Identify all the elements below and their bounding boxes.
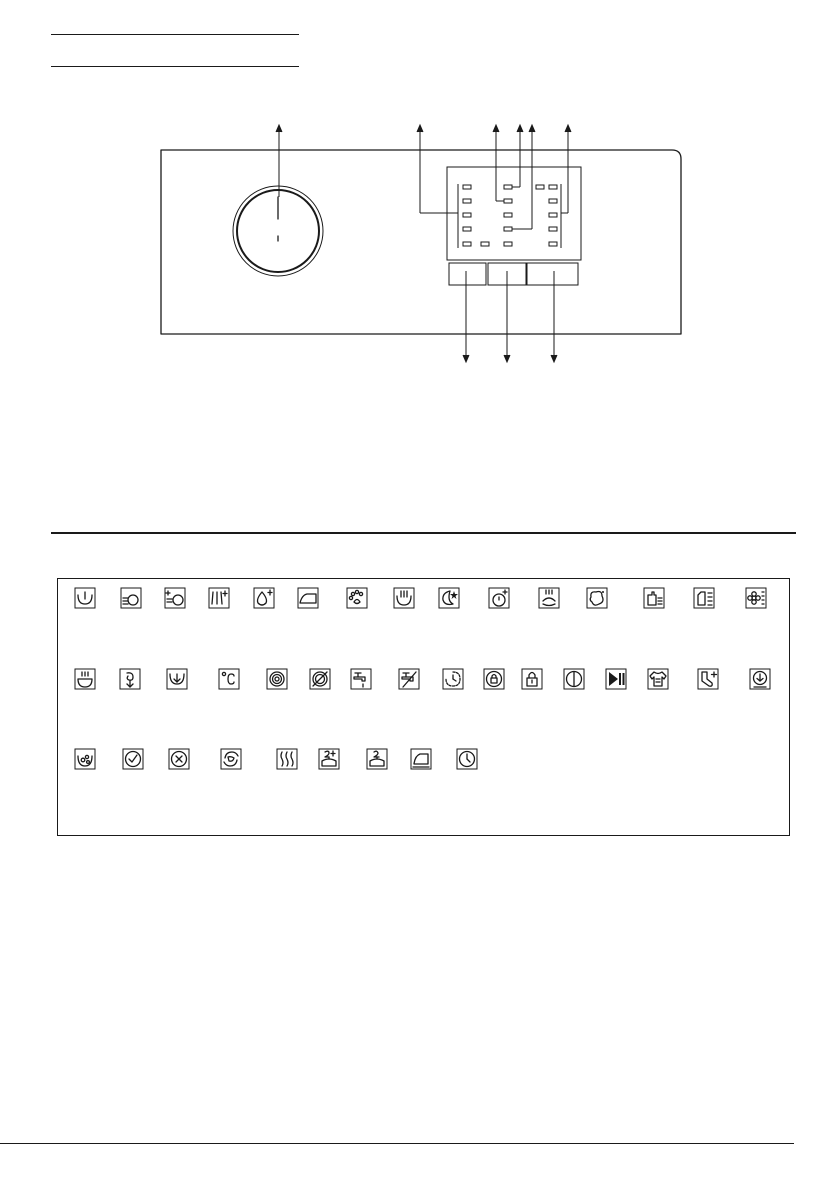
extra-dry-icon [318,748,340,770]
spin-icon [266,668,288,690]
steam-wash-icon [393,587,415,609]
garment-care-icon [647,668,669,690]
drum-clean-icon [74,748,96,770]
on-off-icon [563,668,585,690]
softener-icon [745,587,767,609]
door-lock-icon [483,668,505,690]
download-icon [749,668,771,690]
stain-removal-icon [586,587,608,609]
symbol-legend-box [57,578,790,836]
panel-buttons [449,263,578,285]
control-panel-diagram [0,0,840,520]
water-tap-icon [350,668,372,690]
program-selector-knob [233,186,323,276]
iron-dry-icon [410,748,432,770]
steam-refresh-icon [538,587,560,609]
top-callouts [276,125,571,229]
section-divider [51,532,796,534]
no-spin-icon [309,668,331,690]
quick-plus-icon [164,587,186,609]
end-time-icon [442,668,464,690]
cancel-icon [168,748,190,770]
quick-wash-icon [120,587,142,609]
timed-dry-icon [456,748,478,770]
done-icon [122,748,144,770]
temperature-icon [218,668,240,690]
easy-iron-icon [297,587,319,609]
rinse-plus-icon [208,587,230,609]
child-lock-icon [521,668,543,690]
footer-rule [0,1143,794,1144]
refresh-cycle-icon [220,748,242,770]
time-delay-plus-icon [488,587,510,609]
cupboard-dry-icon [366,748,388,770]
no-water-icon [398,668,420,690]
display-leds [458,184,561,248]
night-mode-icon [438,587,460,609]
prewash-icon [74,587,96,609]
start-pause-icon [605,668,627,690]
drain-icon [166,668,188,690]
steam-icon [74,668,96,690]
pet-hair-icon [346,587,368,609]
spin-drain-icon [119,668,141,690]
extra-water-icon [253,587,275,609]
drying-icon [276,748,298,770]
detergent-dosing-b-icon [693,587,715,609]
detergent-dosing-a-icon [643,587,665,609]
sock-plus-icon [697,668,719,690]
